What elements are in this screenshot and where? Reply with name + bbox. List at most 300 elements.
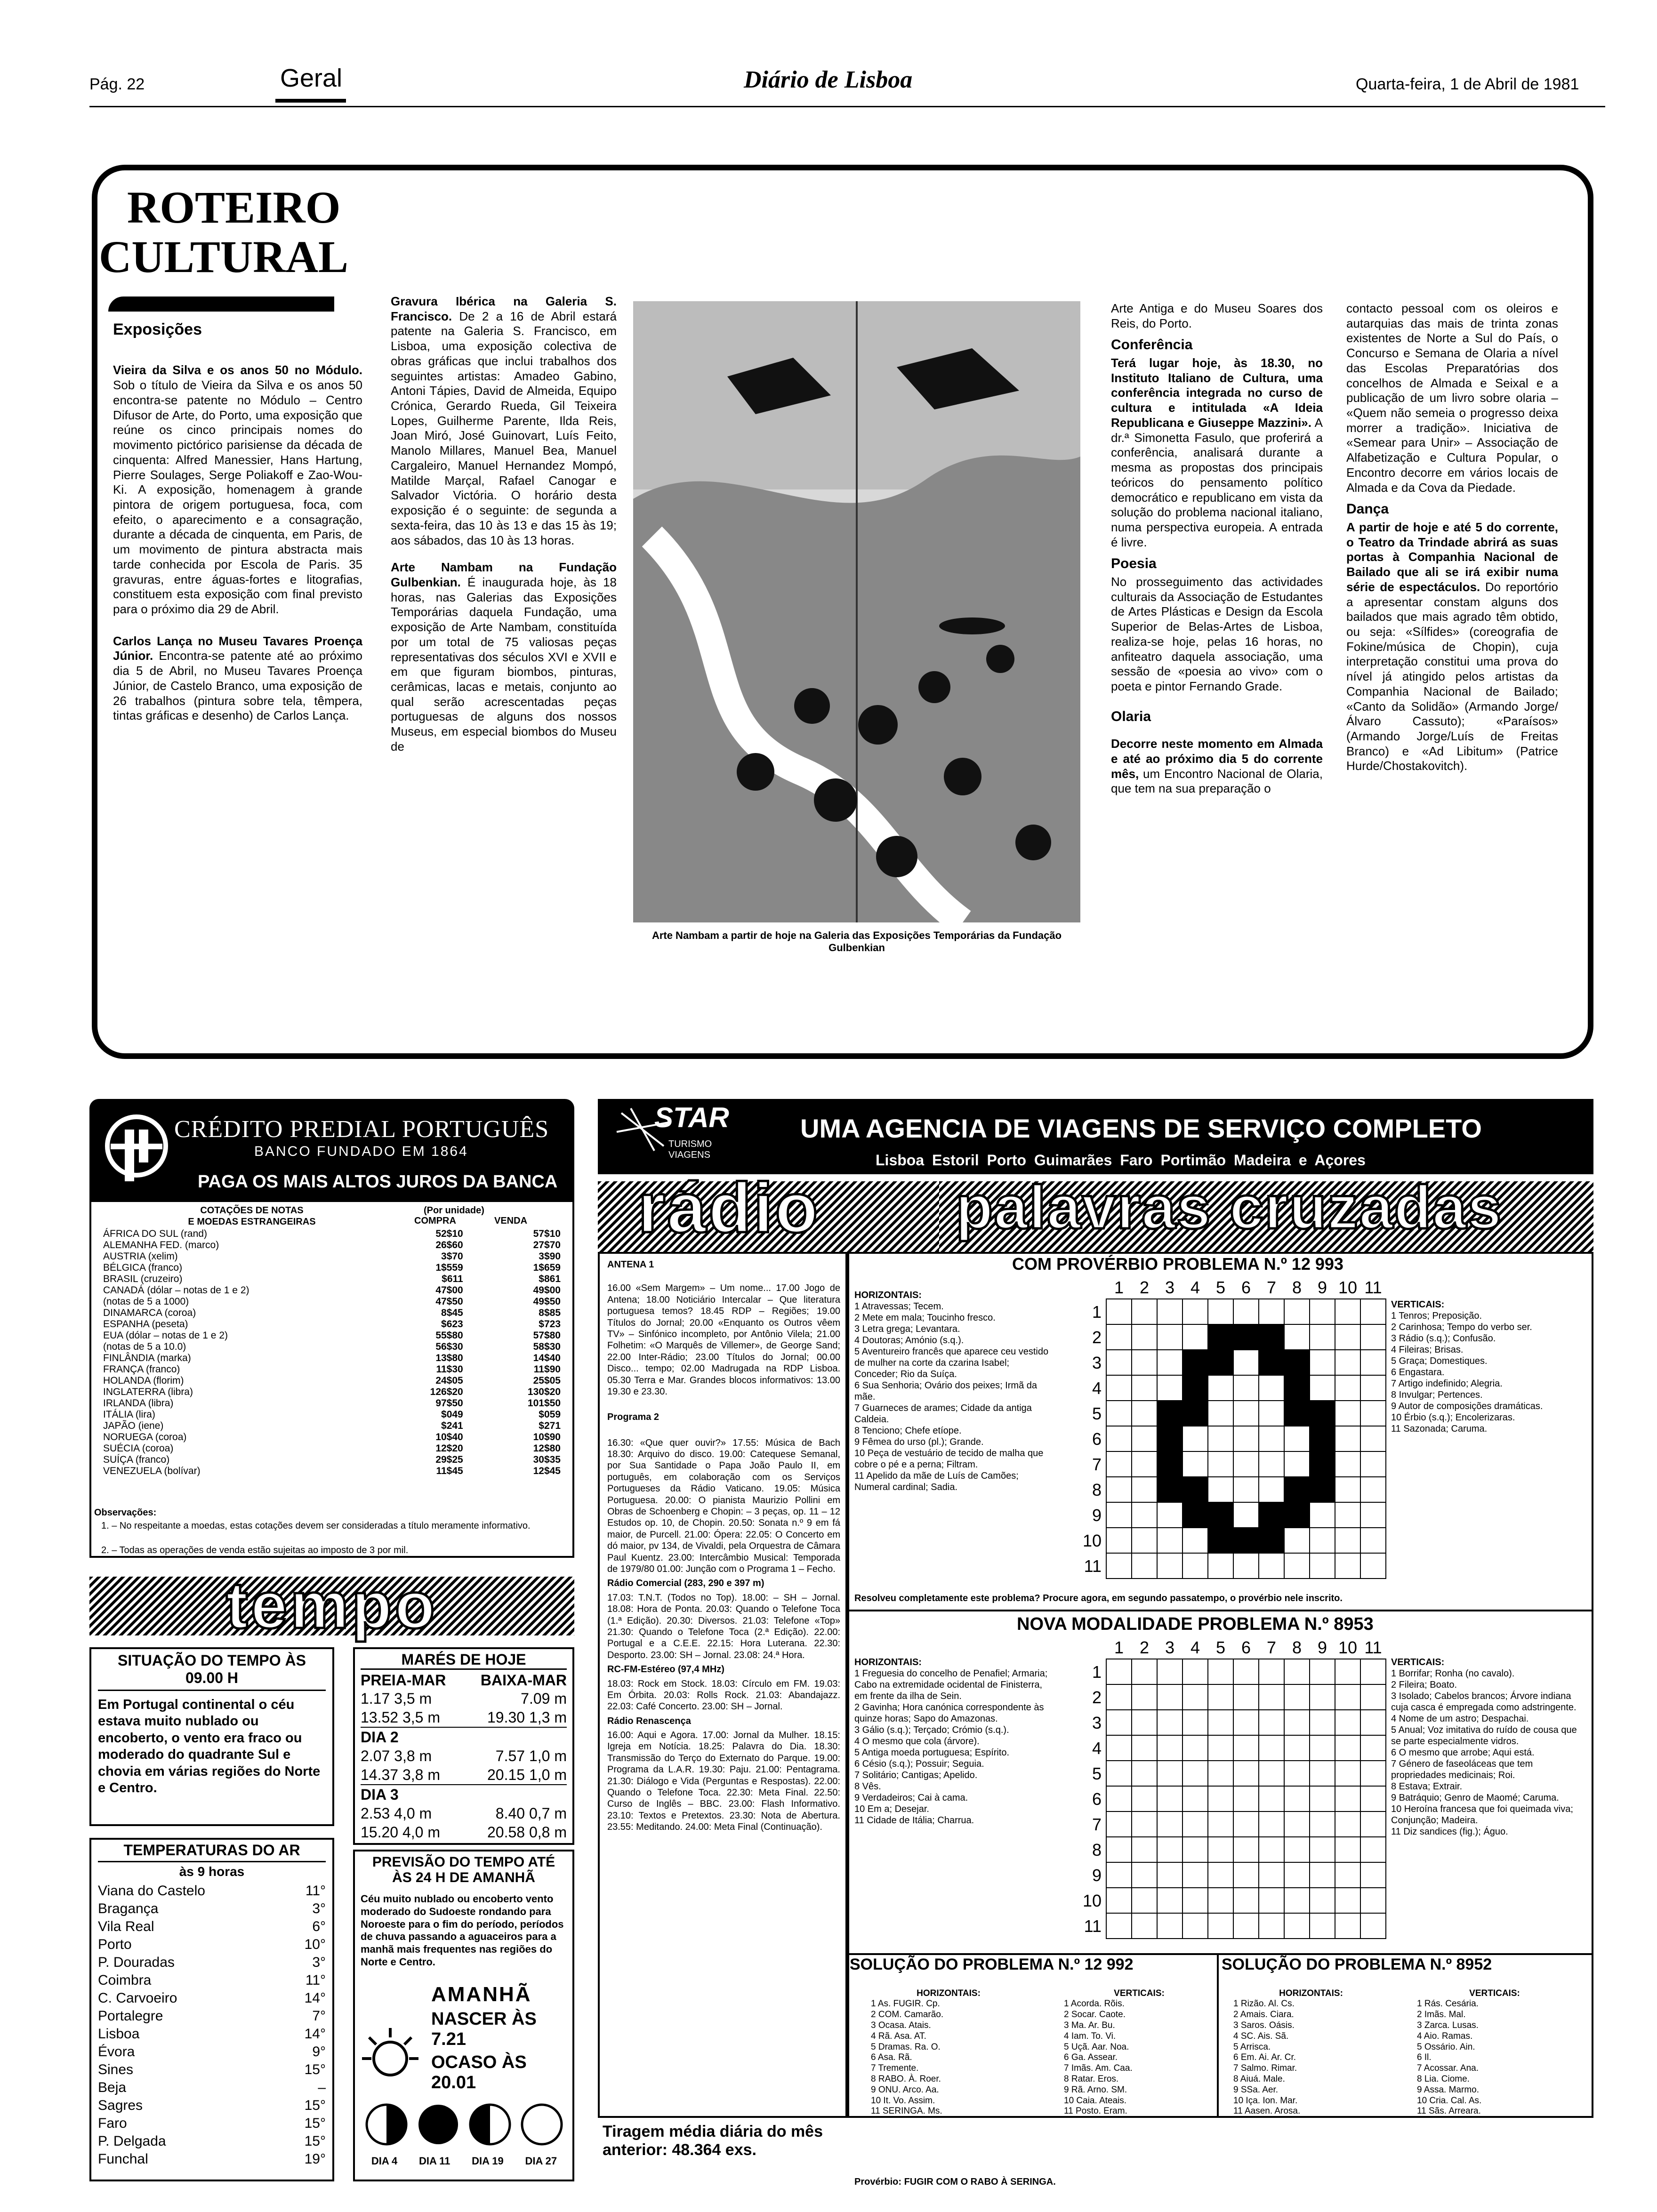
grid-cell[interactable] <box>1157 1528 1182 1553</box>
grid-cell[interactable] <box>1259 1659 1284 1684</box>
grid-cell[interactable] <box>1157 1299 1182 1324</box>
grid-cell[interactable] <box>1106 1477 1132 1502</box>
grid-cell[interactable] <box>1360 1324 1386 1350</box>
clue: 1 Tenros; Preposição. <box>1391 1311 1482 1321</box>
grid-cell[interactable] <box>1259 1888 1284 1913</box>
grid-cell[interactable] <box>1259 1710 1284 1735</box>
grid-cell[interactable] <box>1233 1477 1259 1502</box>
grid-cell[interactable] <box>1157 1502 1182 1528</box>
currency-name: ITÁLIA (lira) <box>103 1409 155 1420</box>
grid-cell[interactable] <box>1182 1888 1208 1913</box>
mares-row: 2.07 3,8 m 7.57 1,0 m <box>361 1747 567 1764</box>
grid-cell[interactable] <box>1360 1786 1386 1811</box>
moon-phases-icon <box>361 2101 568 2148</box>
grid-cell[interactable] <box>1310 1299 1335 1324</box>
grid-cell[interactable] <box>1335 1502 1360 1528</box>
grid-cell[interactable] <box>1208 1761 1233 1786</box>
grid-col-number: 4 <box>1190 1278 1200 1297</box>
currency-sell: 49$00 <box>533 1285 561 1296</box>
grid-cell[interactable] <box>1132 1553 1157 1579</box>
grid-cell[interactable] <box>1335 1684 1360 1710</box>
grid-cell[interactable] <box>1132 1684 1157 1710</box>
grid-cell[interactable] <box>1360 1659 1386 1684</box>
grid-cell[interactable] <box>1335 1837 1360 1862</box>
grid-cell[interactable] <box>1284 1528 1310 1553</box>
grid-cell[interactable] <box>1360 1528 1386 1553</box>
grid-black-cell[interactable] <box>1310 1401 1335 1426</box>
grid-cell[interactable] <box>1284 1811 1310 1837</box>
grid-cell[interactable] <box>1335 1299 1360 1324</box>
grid-cell[interactable] <box>1284 1786 1310 1811</box>
grid-cell[interactable] <box>1284 1837 1310 1862</box>
grid-cell[interactable] <box>1310 1324 1335 1350</box>
grid-cell[interactable] <box>1259 1299 1284 1324</box>
grid-cell[interactable] <box>1335 1401 1360 1426</box>
grid-cell[interactable] <box>1106 1837 1132 1862</box>
grid-black-cell[interactable] <box>1208 1528 1233 1553</box>
grid-cell[interactable] <box>1284 1684 1310 1710</box>
grid-cell[interactable] <box>1259 1811 1284 1837</box>
clue: 10 Érbio (s.q.); Encolerizaras. <box>1391 1412 1515 1423</box>
grid-cell[interactable] <box>1259 1761 1284 1786</box>
currency-row <box>101 1398 563 1409</box>
header-rule <box>89 106 1605 107</box>
grid-cell[interactable] <box>1284 1710 1310 1735</box>
grid-cell[interactable] <box>1284 1735 1310 1761</box>
grid-cell[interactable] <box>1106 1862 1132 1888</box>
grid-black-cell[interactable] <box>1284 1477 1310 1502</box>
grid-cell[interactable] <box>1157 1684 1182 1710</box>
grid-cell[interactable] <box>1157 1735 1182 1761</box>
currency-sell: 58$30 <box>533 1341 561 1352</box>
grid-cell[interactable] <box>1208 1913 1233 1939</box>
grid-cell[interactable] <box>1208 1888 1233 1913</box>
grid-black-cell[interactable] <box>1259 1502 1284 1528</box>
roteiro-title-1: ROTEIRO <box>127 182 341 232</box>
temp-row: P. Delgada 15° <box>98 2133 326 2149</box>
grid-col-number: 7 <box>1266 1278 1277 1297</box>
grid-cell[interactable] <box>1208 1451 1233 1477</box>
grid-cell[interactable] <box>1233 1684 1259 1710</box>
currency-name: (notas de 5 a 1000) <box>103 1296 189 1307</box>
grid-cell[interactable] <box>1335 1735 1360 1761</box>
solutions-vdivider <box>1217 1953 1219 2118</box>
clue: 8 Lia. Ciome. <box>1417 2074 1470 2084</box>
grid-black-cell[interactable] <box>1259 1528 1284 1553</box>
grid-cell[interactable] <box>1106 1786 1132 1811</box>
currency-buy: 10$40 <box>435 1432 463 1443</box>
grid-cell[interactable] <box>1208 1811 1233 1837</box>
grid-cell[interactable] <box>1208 1735 1233 1761</box>
grid-black-cell[interactable] <box>1182 1375 1208 1401</box>
grid-cell[interactable] <box>1233 1451 1259 1477</box>
grid-cell[interactable] <box>1132 1862 1157 1888</box>
grid-cell[interactable] <box>1335 1528 1360 1553</box>
grid-cell[interactable] <box>1284 1324 1310 1350</box>
grid-col-number: 3 <box>1165 1278 1175 1297</box>
grid-black-cell[interactable] <box>1208 1324 1233 1350</box>
grid-cell[interactable] <box>1233 1502 1259 1528</box>
grid-cell[interactable] <box>1182 1735 1208 1761</box>
grid-cell[interactable] <box>1233 1837 1259 1862</box>
grid-cell[interactable] <box>1335 1324 1360 1350</box>
grid-cell[interactable] <box>1132 1528 1157 1553</box>
grid-cell[interactable] <box>1208 1553 1233 1579</box>
grid-cell[interactable] <box>1259 1735 1284 1761</box>
grid-black-cell[interactable] <box>1208 1502 1233 1528</box>
grid-cell[interactable] <box>1132 1710 1157 1735</box>
grid-cell[interactable] <box>1335 1710 1360 1735</box>
grid-cell[interactable] <box>1106 1710 1132 1735</box>
grid-cell[interactable] <box>1208 1477 1233 1502</box>
grid-cell[interactable] <box>1132 1786 1157 1811</box>
grid-cell[interactable] <box>1106 1553 1132 1579</box>
grid-cell[interactable] <box>1233 1888 1259 1913</box>
clue: 2 Socar. Caote. <box>1064 2010 1126 2020</box>
grid-cell[interactable] <box>1284 1761 1310 1786</box>
grid-cell[interactable] <box>1310 1862 1335 1888</box>
grid-cell[interactable] <box>1132 1401 1157 1426</box>
grid-cell[interactable] <box>1132 1451 1157 1477</box>
grid-cell[interactable] <box>1106 1735 1132 1761</box>
grid-cell[interactable] <box>1259 1401 1284 1426</box>
grid-cell[interactable] <box>1259 1862 1284 1888</box>
currency-buy: $049 <box>441 1409 463 1420</box>
clue: 2 Mete em mala; Toucinho fresco. <box>854 1313 996 1323</box>
grid-row-number: 11 <box>1084 1556 1102 1576</box>
grid-col-number: 5 <box>1215 1638 1226 1657</box>
grid-col-number: 10 <box>1338 1278 1358 1297</box>
grid-cell[interactable] <box>1310 1735 1335 1761</box>
grid-cell[interactable] <box>1259 1786 1284 1811</box>
grid-row-number: 2 <box>1092 1328 1102 1347</box>
grid-cell[interactable] <box>1182 1324 1208 1350</box>
grid-black-cell[interactable] <box>1182 1477 1208 1502</box>
grid-black-cell[interactable] <box>1284 1375 1310 1401</box>
grid-cell[interactable] <box>1284 1659 1310 1684</box>
grid-cell[interactable] <box>1310 1375 1335 1401</box>
clue: 10 Em a; Desejar. <box>854 1804 929 1814</box>
grid-cell[interactable] <box>1360 1913 1386 1939</box>
grid-cell[interactable] <box>1335 1811 1360 1837</box>
grid-cell[interactable] <box>1284 1888 1310 1913</box>
grid-cell[interactable] <box>1335 1375 1360 1401</box>
grid-cell[interactable] <box>1132 1299 1157 1324</box>
grid-cell[interactable] <box>1132 1837 1157 1862</box>
sol2-title: SOLUÇÃO DO PROBLEMA N.º 8952 <box>1222 1956 1492 1973</box>
grid-cell[interactable] <box>1233 1913 1259 1939</box>
grid-cell[interactable] <box>1233 1350 1259 1375</box>
grid-cell[interactable] <box>1360 1375 1386 1401</box>
grid-cell[interactable] <box>1157 1786 1182 1811</box>
grid-cell[interactable] <box>1335 1786 1360 1811</box>
grid-cell[interactable] <box>1310 1761 1335 1786</box>
grid-cell[interactable] <box>1360 1761 1386 1786</box>
grid-cell[interactable] <box>1157 1350 1182 1375</box>
clue: 4 Nome de um astro; Despachai. <box>1391 1714 1529 1724</box>
grid-black-cell[interactable] <box>1284 1401 1310 1426</box>
grid-cell[interactable] <box>1182 1862 1208 1888</box>
nambam-photo <box>633 301 1080 922</box>
grid-cell[interactable] <box>1360 1401 1386 1426</box>
grid-cell[interactable] <box>1208 1837 1233 1862</box>
grid-cell[interactable] <box>1106 1761 1132 1786</box>
grid-cell[interactable] <box>1132 1888 1157 1913</box>
grid-black-cell[interactable] <box>1208 1350 1233 1375</box>
grid-cell[interactable] <box>1335 1451 1360 1477</box>
grid-cell[interactable] <box>1310 1786 1335 1811</box>
grid-black-cell[interactable] <box>1157 1401 1182 1426</box>
grid-cell[interactable] <box>1233 1735 1259 1761</box>
clue: 2 COM. Camarão. <box>871 2010 944 2020</box>
grid-cell[interactable] <box>1335 1659 1360 1684</box>
clue: 4 SC. Ais. Sã. <box>1233 2031 1289 2041</box>
sol1-proverbio: Provérbio: FUGIR COM O RABO À SERINGA. <box>854 2177 1056 2187</box>
grid-cell[interactable] <box>1233 1375 1259 1401</box>
grid-cell[interactable] <box>1284 1913 1310 1939</box>
grid-cell[interactable] <box>1208 1684 1233 1710</box>
grid-cell[interactable] <box>1233 1710 1259 1735</box>
grid-cell[interactable] <box>1360 1837 1386 1862</box>
grid-cell[interactable] <box>1157 1888 1182 1913</box>
grid-cell[interactable] <box>1284 1862 1310 1888</box>
grid-cell[interactable] <box>1360 1553 1386 1579</box>
grid-cell[interactable] <box>1360 1888 1386 1913</box>
grid-cell[interactable] <box>1182 1710 1208 1735</box>
grid-cell[interactable] <box>1106 1528 1132 1553</box>
grid-cell[interactable] <box>1233 1862 1259 1888</box>
grid-cell[interactable] <box>1360 1684 1386 1710</box>
grid-cell[interactable] <box>1208 1710 1233 1735</box>
grid-cell[interactable] <box>1157 1375 1182 1401</box>
p1-horizontais: HORIZONTAIS: 1 Atravessas; Tecem. 2 Mete em mala; Toucinho fresco. 3 Letra grega; Levantara. 4 Doutoras; Amónio (s.q.). 5 Aventureiro francês que aparece ceu vestido de mulher na corte da czarina Isabel; Conceder; Rio da Suíça. 6 Sua Senhoria; Ovário dos peixes; Irmã da mãe. 7 Guarneces de arames; Cidade da antiga Caldeia. 8 Tenciono; Chefe etíope. 9 Fêmea do urso (pl.); Grande. 10 Peça de vestuário de tecido de malha que cobre o pé e a perna; Filtram. 11 Apelido da mãe de Luís de Camões; Numeral cardinal; Sadia. <box>854 1290 1052 1493</box>
grid-black-cell[interactable] <box>1310 1426 1335 1451</box>
grid-black-cell[interactable] <box>1182 1401 1208 1426</box>
grid-cell[interactable] <box>1284 1299 1310 1324</box>
grid-black-cell[interactable] <box>1233 1528 1259 1553</box>
grid-cell[interactable] <box>1106 1451 1132 1477</box>
grid-cell[interactable] <box>1106 1888 1132 1913</box>
grid-cell[interactable] <box>1233 1659 1259 1684</box>
grid-cell[interactable] <box>1284 1426 1310 1451</box>
grid-cell[interactable] <box>1132 1350 1157 1375</box>
grid-cell[interactable] <box>1132 1477 1157 1502</box>
grid-black-cell[interactable] <box>1259 1324 1284 1350</box>
grid-cell[interactable] <box>1182 1528 1208 1553</box>
fm-heading: RC-FM-Estéreo (97,4 MHz) <box>607 1664 724 1675</box>
grid-cell[interactable] <box>1132 1811 1157 1837</box>
grid-cell[interactable] <box>1335 1888 1360 1913</box>
clue: 6 Em. Ai. Ar. Cr. <box>1233 2052 1296 2063</box>
grid-cell[interactable] <box>1335 1477 1360 1502</box>
grid-cell[interactable] <box>1310 1811 1335 1837</box>
grid-cell[interactable] <box>1106 1502 1132 1528</box>
grid-cell[interactable] <box>1182 1837 1208 1862</box>
grid-cell[interactable] <box>1157 1811 1182 1837</box>
grid-cell[interactable] <box>1157 1659 1182 1684</box>
grid-cell[interactable] <box>1233 1401 1259 1426</box>
grid-cell[interactable] <box>1360 1350 1386 1375</box>
currency-buy: 29$25 <box>435 1454 463 1465</box>
grid-cell[interactable] <box>1132 1659 1157 1684</box>
grid-cell[interactable] <box>1335 1350 1360 1375</box>
grid-cell[interactable] <box>1132 1761 1157 1786</box>
temps-sub: às 9 horas <box>98 1861 326 1879</box>
grid-cell[interactable] <box>1259 1553 1284 1579</box>
grid-cell[interactable] <box>1208 1426 1233 1451</box>
grid-cell[interactable] <box>1360 1299 1386 1324</box>
grid-cell[interactable] <box>1310 1913 1335 1939</box>
grid-cell[interactable] <box>1106 1299 1132 1324</box>
grid-cell[interactable] <box>1182 1786 1208 1811</box>
temps-list <box>98 1882 326 2168</box>
temp-row: Faro 15° <box>98 2116 326 2131</box>
grid-cell[interactable] <box>1106 1350 1132 1375</box>
grid-row-number: 9 <box>1092 1506 1102 1525</box>
currency-name: INGLATERRA (libra) <box>103 1387 193 1397</box>
grid-cell[interactable] <box>1310 1553 1335 1579</box>
grid-cell[interactable] <box>1360 1477 1386 1502</box>
grid-cell[interactable] <box>1233 1426 1259 1451</box>
grid-cell[interactable] <box>1106 1401 1132 1426</box>
grid-cell[interactable] <box>1335 1913 1360 1939</box>
grid-cell[interactable] <box>1259 1451 1284 1477</box>
grid-cell[interactable] <box>1132 1324 1157 1350</box>
grid-cell[interactable] <box>1360 1735 1386 1761</box>
grid-cell[interactable] <box>1157 1913 1182 1939</box>
grid-cell[interactable] <box>1233 1786 1259 1811</box>
grid-cell[interactable] <box>1182 1299 1208 1324</box>
grid-cell[interactable] <box>1310 1528 1335 1553</box>
grid-cell[interactable] <box>1132 1426 1157 1451</box>
grid-cell[interactable] <box>1259 1375 1284 1401</box>
grid-cell[interactable] <box>1157 1553 1182 1579</box>
grid-cell[interactable] <box>1360 1862 1386 1888</box>
grid-cell[interactable] <box>1208 1401 1233 1426</box>
grid-cell[interactable] <box>1182 1451 1208 1477</box>
grid-cell[interactable] <box>1335 1553 1360 1579</box>
grid-cell[interactable] <box>1157 1710 1182 1735</box>
grid-cell[interactable] <box>1132 1735 1157 1761</box>
ocaso-label: OCASO ÀS 20.01 <box>431 2052 527 2092</box>
grid-cell[interactable] <box>1106 1324 1132 1350</box>
grid-cell[interactable] <box>1132 1502 1157 1528</box>
grid-cell[interactable] <box>1310 1710 1335 1735</box>
grid-cell[interactable] <box>1310 1659 1335 1684</box>
currency-buy: 47$00 <box>435 1285 463 1296</box>
grid-cell[interactable] <box>1208 1659 1233 1684</box>
grid-cell[interactable] <box>1335 1426 1360 1451</box>
grid-cell[interactable] <box>1182 1553 1208 1579</box>
grid-cell[interactable] <box>1259 1837 1284 1862</box>
grid-cell[interactable] <box>1208 1299 1233 1324</box>
grid-cell[interactable] <box>1106 1913 1132 1939</box>
grid-black-cell[interactable] <box>1182 1350 1208 1375</box>
grid-cell[interactable] <box>1208 1786 1233 1811</box>
grid-cell[interactable] <box>1157 1837 1182 1862</box>
currency-name: AUSTRIA (xelim) <box>103 1251 178 1262</box>
grid-cell[interactable] <box>1182 1426 1208 1451</box>
grid-cell[interactable] <box>1259 1477 1284 1502</box>
currency-sell: 130$20 <box>527 1387 561 1397</box>
grid-cell[interactable] <box>1310 1684 1335 1710</box>
grid-cell[interactable] <box>1360 1502 1386 1528</box>
grid-black-cell[interactable] <box>1157 1477 1182 1502</box>
grid-cell[interactable] <box>1233 1761 1259 1786</box>
grid-cell[interactable] <box>1106 1684 1132 1710</box>
grid-cell[interactable] <box>1259 1426 1284 1451</box>
grid-cell[interactable] <box>1335 1862 1360 1888</box>
clue: 7 Guarneces de arames; Cidade da antiga Caldeia. <box>854 1403 1032 1425</box>
grid-cell[interactable] <box>1132 1913 1157 1939</box>
grid-black-cell[interactable] <box>1310 1451 1335 1477</box>
grid-cell[interactable] <box>1132 1375 1157 1401</box>
grid-cell[interactable] <box>1182 1913 1208 1939</box>
grid-black-cell[interactable] <box>1157 1426 1182 1451</box>
grid-black-cell[interactable] <box>1310 1477 1335 1502</box>
grid-cell[interactable] <box>1233 1299 1259 1324</box>
clue: 9 SSa. Aer. <box>1233 2084 1279 2095</box>
grid-cell[interactable] <box>1157 1862 1182 1888</box>
grid-cell[interactable] <box>1157 1324 1182 1350</box>
grid-cell[interactable] <box>1208 1862 1233 1888</box>
currency-buy: 52$10 <box>435 1228 463 1239</box>
grid-cell[interactable] <box>1360 1710 1386 1735</box>
grid-black-cell[interactable] <box>1233 1324 1259 1350</box>
grid-cell[interactable] <box>1310 1888 1335 1913</box>
grid-cell[interactable] <box>1259 1913 1284 1939</box>
grid-cell[interactable] <box>1360 1451 1386 1477</box>
grid-cell[interactable] <box>1335 1761 1360 1786</box>
grid-cell[interactable] <box>1360 1811 1386 1837</box>
vieira-article: Vieira da Silva e os anos 50 no Módulo. Sob o título de Vieira da Silva e os anos 50 encontra-se patente no Módulo – Centro Difusor de Arte, do Porto, uma exposição que reúne os cinco principais nomes do movimento pictórico parisiense da década de cinquenta: Alfred Manessier, Hans Hartung, Pierre Soulages, Serge Poliakoff e Zao-Wou-Ki. A exposição, homenagem à grande pintora de origem portuguesa, foca, com efeito, o aparecimento e a consagração, durante a década de cinquenta, em Paris, de um movimento de pintura abstracta mais tarde conhecida por Escola de Paris. 35 gravuras, entre águas-fortes e litografias, constituem esta exposição com final previsto para o próximo dia 29 de Abril. <box>113 363 362 616</box>
grid-cell[interactable] <box>1182 1811 1208 1837</box>
grid-cell[interactable] <box>1259 1684 1284 1710</box>
currency-name: JAPÃO (iene) <box>103 1420 164 1431</box>
situacao-box <box>89 1647 334 1826</box>
grid-cell[interactable] <box>1284 1451 1310 1477</box>
grid-cell[interactable] <box>1182 1659 1208 1684</box>
grid-cell[interactable] <box>1106 1811 1132 1837</box>
grid-black-cell[interactable] <box>1284 1502 1310 1528</box>
grid-cell[interactable] <box>1233 1553 1259 1579</box>
grid-row-number: 5 <box>1092 1764 1102 1783</box>
grid-black-cell[interactable] <box>1182 1502 1208 1528</box>
clue: 6 Ga. Assear. <box>1064 2052 1118 2063</box>
grid-cell[interactable] <box>1310 1837 1335 1862</box>
grid-cell[interactable] <box>1182 1761 1208 1786</box>
grid-row-number: 2 <box>1092 1688 1102 1707</box>
baixa-label: BAIXA-MAR <box>480 1672 567 1689</box>
grid-cell[interactable] <box>1208 1375 1233 1401</box>
grid-cell[interactable] <box>1284 1553 1310 1579</box>
grid-cell[interactable] <box>1310 1350 1335 1375</box>
grid-cell[interactable] <box>1157 1761 1182 1786</box>
grid-cell[interactable] <box>1106 1659 1132 1684</box>
grid-cell[interactable] <box>1233 1811 1259 1837</box>
grid-black-cell[interactable] <box>1284 1350 1310 1375</box>
grid-cell[interactable] <box>1310 1502 1335 1528</box>
grid-black-cell[interactable] <box>1259 1350 1284 1375</box>
currency-buy: $623 <box>441 1319 463 1330</box>
grid-cell[interactable] <box>1106 1375 1132 1401</box>
clue: 3 Gálio (s.q.); Terçado; Crómio (s.q.). <box>854 1725 1009 1735</box>
grid-cell[interactable] <box>1182 1684 1208 1710</box>
antena1-heading: ANTENA 1 <box>607 1259 654 1270</box>
grid-black-cell[interactable] <box>1157 1451 1182 1477</box>
grid-cell[interactable] <box>1106 1426 1132 1451</box>
grid-cell[interactable] <box>1360 1426 1386 1451</box>
